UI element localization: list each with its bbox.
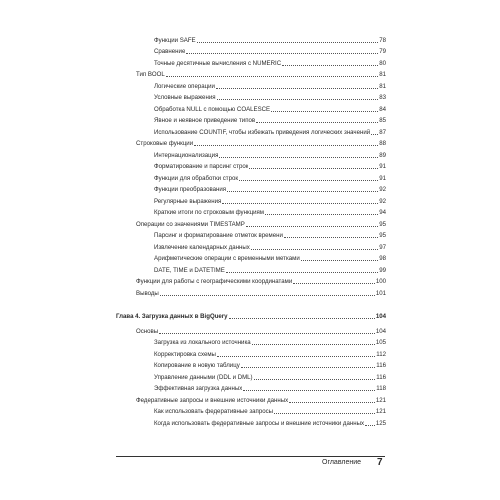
dot-leader bbox=[227, 191, 378, 192]
toc-entry-page-number: 84 bbox=[379, 105, 386, 113]
toc-entry bbox=[116, 324, 386, 336]
toc-entry-page-number: 116 bbox=[376, 373, 386, 381]
dot-leader bbox=[256, 122, 378, 123]
footer-rule bbox=[116, 456, 385, 457]
toc-entry-page-number: 91 bbox=[379, 163, 386, 170]
dot-leader bbox=[251, 249, 378, 250]
dot-leader bbox=[301, 260, 378, 261]
dot-leader bbox=[229, 318, 375, 319]
toc-entry-page-number: 89 bbox=[379, 151, 386, 159]
dot-leader bbox=[284, 237, 378, 238]
chapter-title: Глава 4. Загрузка данных в BigQuery bbox=[116, 313, 228, 320]
toc-entry-title: Функции для обработки строк bbox=[154, 174, 239, 182]
dot-leader bbox=[252, 344, 375, 345]
toc-entry bbox=[116, 148, 386, 160]
dot-leader bbox=[241, 367, 376, 368]
toc-entry-page-number: 121 bbox=[375, 408, 386, 415]
toc-entry-page-number: 85 bbox=[379, 117, 386, 124]
toc-entry bbox=[116, 229, 386, 241]
dot-leader bbox=[217, 99, 379, 100]
toc-entry-page-number: 92 bbox=[379, 197, 386, 205]
toc-entry bbox=[116, 347, 386, 359]
toc-entry-page-number: 79 bbox=[379, 48, 386, 55]
toc-entry bbox=[116, 405, 386, 417]
toc-entry bbox=[116, 416, 386, 428]
toc-entry-title: Форматирование и парсинг строк bbox=[154, 163, 249, 170]
toc-entry-title: Арифметические операции с временными метками bbox=[154, 255, 300, 262]
toc-entry-page-number: 95 bbox=[379, 220, 386, 228]
toc-entry bbox=[116, 137, 386, 149]
toc-entry-title: Корректировка схемы bbox=[154, 350, 216, 358]
toc-entry-page-number: 99 bbox=[379, 266, 386, 274]
toc-entry-title: Функции для работы с географическими координатами bbox=[136, 278, 293, 285]
toc-entry-title: Федеративные запросы и внешние источники данных bbox=[136, 396, 289, 404]
toc-entry-page-number: 121 bbox=[375, 396, 386, 404]
dot-leader bbox=[222, 203, 378, 204]
dot-leader bbox=[365, 425, 375, 426]
dot-leader bbox=[243, 390, 375, 391]
toc-entry-page-number: 97 bbox=[379, 243, 386, 251]
toc-entry bbox=[116, 382, 386, 394]
toc-entry-page-number: 95 bbox=[379, 232, 386, 239]
toc-section-chapter3 bbox=[116, 33, 386, 298]
toc-entry-title: Логические операции bbox=[154, 82, 215, 90]
dot-leader bbox=[160, 295, 375, 296]
toc-entry-page-number: 104 bbox=[375, 327, 386, 335]
dot-leader bbox=[246, 226, 378, 227]
toc-entry-page-number: 87 bbox=[379, 128, 386, 136]
toc-entry bbox=[116, 183, 386, 195]
toc-entry-page-number: 101 bbox=[375, 289, 386, 297]
toc-entry-page-number: 125 bbox=[375, 419, 386, 427]
dot-leader bbox=[265, 214, 378, 215]
dot-leader bbox=[217, 356, 375, 357]
toc-entry-page-number: 100 bbox=[375, 278, 386, 285]
toc-entry bbox=[116, 102, 386, 114]
toc-entry-title: Извлечение календарных данных bbox=[154, 243, 250, 251]
toc-entry-page-number: 78 bbox=[379, 36, 386, 44]
toc-entry bbox=[116, 252, 386, 264]
toc-section-chapter4 bbox=[116, 324, 386, 428]
toc-entry-title: Парсинг и форматирование отметок времени bbox=[154, 232, 283, 239]
toc-entry-title: Использование COUNTIF, чтобы избежать приведения логических значений bbox=[154, 128, 371, 136]
toc-entry bbox=[116, 91, 386, 103]
toc-entry-page-number: 116 bbox=[376, 362, 386, 369]
toc-entry-title: Сравнение bbox=[154, 48, 186, 55]
toc-entry bbox=[116, 286, 386, 298]
toc-entry-title: Условные выражения bbox=[154, 94, 216, 101]
toc-entry-title: Явное и неявное приведение типов bbox=[154, 117, 256, 124]
toc-entry-page-number: 98 bbox=[379, 255, 386, 262]
toc-entry bbox=[116, 171, 386, 183]
toc-entry bbox=[116, 336, 386, 348]
toc-entry-title: Выводы bbox=[136, 289, 159, 297]
dot-leader bbox=[282, 65, 378, 66]
dot-leader bbox=[289, 402, 375, 403]
toc-entry-page-number: 81 bbox=[379, 82, 386, 90]
running-footer-title: Оглавление bbox=[322, 459, 362, 466]
toc-entry-page-number: 80 bbox=[379, 59, 386, 67]
toc-entry-page-number: 81 bbox=[379, 71, 386, 78]
dot-leader bbox=[271, 111, 378, 112]
dot-leader bbox=[159, 333, 375, 334]
toc-entry-title: Функции SAFE bbox=[154, 36, 196, 44]
toc-entry bbox=[116, 125, 386, 137]
toc-entry-page-number: 91 bbox=[379, 174, 386, 182]
dot-leader bbox=[254, 379, 376, 380]
toc-entry-title: Строковые функции bbox=[136, 140, 194, 147]
toc-entry-title: Тип BOOL bbox=[136, 71, 165, 78]
toc-entry-title: Когда использовать федеративные запросы и внешние источники данных bbox=[154, 419, 365, 427]
dot-leader bbox=[226, 272, 378, 273]
table-of-contents bbox=[116, 33, 386, 428]
dot-leader bbox=[216, 88, 378, 89]
dot-leader bbox=[197, 42, 379, 43]
toc-entry bbox=[116, 160, 386, 172]
dot-leader bbox=[186, 53, 378, 54]
dot-leader bbox=[239, 180, 378, 181]
toc-entry-title: Эффективная загрузка данных bbox=[154, 385, 243, 392]
dot-leader bbox=[194, 145, 378, 146]
toc-entry bbox=[116, 217, 386, 229]
toc-entry-title: Основы bbox=[136, 327, 159, 335]
toc-entry-page-number: 94 bbox=[379, 209, 386, 216]
toc-entry-title: Краткие итоги по строковым функциям bbox=[154, 209, 264, 216]
toc-entry-title: Интернационализация bbox=[154, 151, 219, 159]
toc-entry-title: Копирование в новую таблицу bbox=[154, 362, 240, 369]
chapter-page-number: 104 bbox=[375, 313, 386, 320]
toc-entry-page-number: 92 bbox=[379, 186, 386, 193]
dot-leader bbox=[249, 168, 378, 169]
toc-entry bbox=[116, 68, 386, 80]
dot-leader bbox=[166, 76, 378, 77]
toc-entry bbox=[116, 393, 386, 405]
toc-entry-page-number: 88 bbox=[379, 140, 386, 147]
toc-entry-title: Регулярные выражения bbox=[154, 197, 222, 205]
toc-entry-title: Функции преобразования bbox=[154, 186, 227, 193]
dot-leader bbox=[274, 413, 375, 414]
toc-entry bbox=[116, 45, 386, 57]
toc-chapter-heading bbox=[116, 310, 386, 322]
toc-entry-page-number: 105 bbox=[375, 339, 386, 346]
toc-entry bbox=[116, 263, 386, 275]
toc-entry bbox=[116, 370, 386, 382]
toc-entry-title: Управление данными (DDL и DML) bbox=[154, 373, 253, 381]
toc-entry-title: DATE, TIME и DATETIME bbox=[154, 266, 225, 274]
toc-entry bbox=[116, 275, 386, 287]
toc-entry bbox=[116, 79, 386, 91]
toc-entry-title: Как использовать федеративные запросы bbox=[154, 408, 274, 415]
page-number: 7 bbox=[377, 457, 383, 468]
toc-entry-title: Точные десятичные вычисления с NUMERIC bbox=[154, 59, 282, 67]
toc-entry bbox=[116, 194, 386, 206]
toc-entry bbox=[116, 359, 386, 371]
toc-entry-page-number: 112 bbox=[376, 350, 386, 358]
toc-entry-title: Обработка NULL с помощью COALESCE bbox=[154, 105, 271, 113]
toc-entry bbox=[116, 56, 386, 68]
toc-entry-title: Операции со значениями TIMESTAMP bbox=[136, 220, 245, 228]
dot-leader bbox=[293, 283, 375, 284]
toc-entry-page-number: 83 bbox=[379, 94, 386, 101]
toc-entry bbox=[116, 114, 386, 126]
toc-entry bbox=[116, 240, 386, 252]
dot-leader bbox=[219, 157, 378, 158]
dot-leader bbox=[371, 134, 378, 135]
toc-entry-title: Загрузка из локального источника bbox=[154, 339, 251, 346]
toc-entry bbox=[116, 33, 386, 45]
toc-entry bbox=[116, 206, 386, 218]
toc-entry-page-number: 118 bbox=[376, 385, 386, 392]
